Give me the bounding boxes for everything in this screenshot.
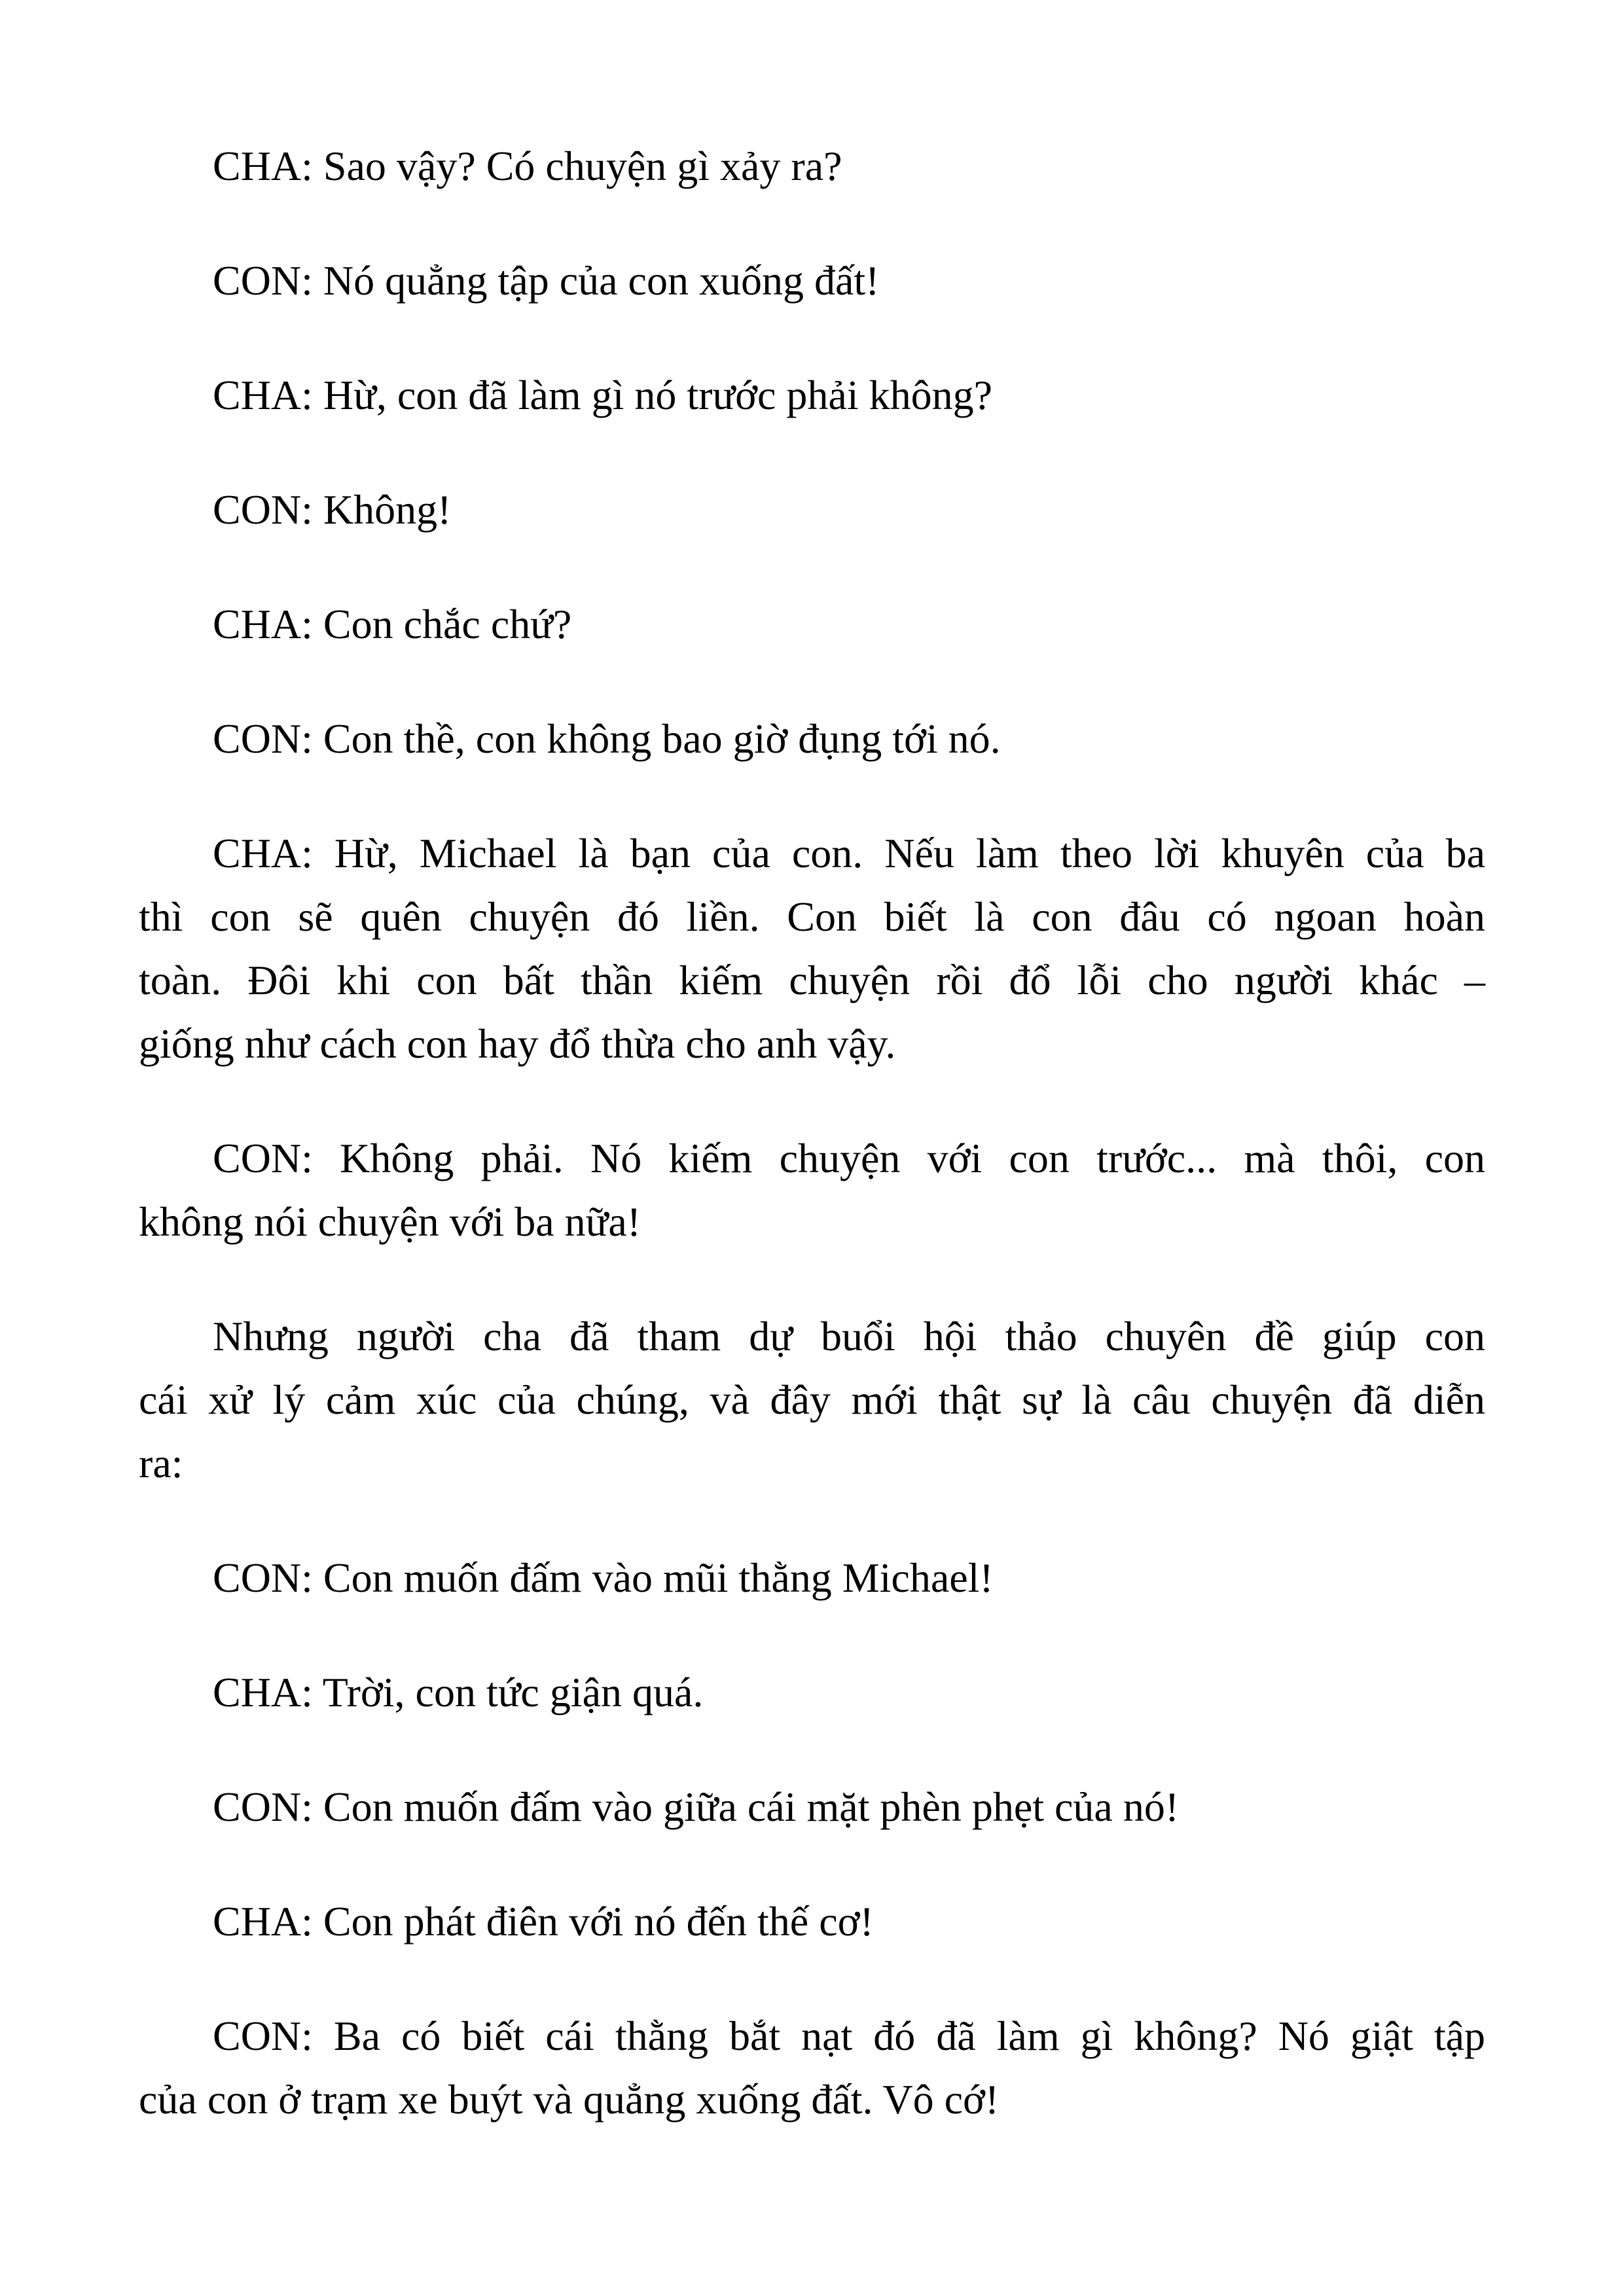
dialogue-line: CON: Con muốn đấm vào giữa cái mặt phèn phẹt của nó! — [213, 1784, 1180, 1830]
dialogue-paragraph-con — [139, 478, 1485, 541]
dialogue-line: thì con sẽ quên chuyện đó liền. Con biết là con đâu có ngoan hoàn — [139, 893, 1485, 940]
dialogue-line: CHA: Hừ, con đã làm gì nó trước phải không? — [213, 372, 992, 418]
narration-line: cái xử lý cảm xúc của chúng, và đây mới thật sự là câu chuyện đã diễn — [139, 1376, 1485, 1423]
dialogue-line: CON: Nó quẳng tập của con xuống đất! — [213, 257, 880, 304]
dialogue-line: CON: Ba có biết cái thằng bắt nạt đó đã làm gì không? Nó giật tập — [213, 2013, 1485, 2059]
dialogue-line: không nói chuyện với ba nữa! — [139, 1198, 641, 1245]
dialogue-paragraph-cha — [139, 1660, 1485, 1724]
narration-line: ra: — [139, 1440, 183, 1486]
dialogue-line: CHA: Con phát điên với nó đến thế cơ! — [213, 1898, 874, 1945]
dialogue-line: CON: Con muốn đấm vào mũi thằng Michael! — [213, 1554, 994, 1601]
dialogue-paragraph-con — [139, 2004, 1485, 2131]
dialogue-line: giống như cách con hay đổ thừa cho anh vậy. — [139, 1020, 896, 1067]
narration-paragraph — [139, 1304, 1485, 1495]
dialogue-line: CON: Không phải. Nó kiếm chuyện với con trước... mà thôi, con — [213, 1135, 1485, 1181]
dialogue-line: CHA: Hừ, Michael là bạn của con. Nếu làm theo lời khuyên của ba — [213, 830, 1485, 876]
narration-line: Nhưng người cha đã tham dự buổi hội thảo chuyên đề giúp con — [213, 1313, 1485, 1359]
dialogue-paragraph-cha — [139, 1890, 1485, 1953]
dialogue-line: CHA: Trời, con tức giận quá. — [213, 1669, 704, 1715]
dialogue-line: CHA: Sao vậy? Có chuyện gì xảy ra? — [213, 143, 842, 189]
dialogue-paragraph-cha — [139, 134, 1485, 198]
dialogue-line: toàn. Đôi khi con bất thần kiếm chuyện rồi đổ lỗi cho người khác – — [139, 957, 1485, 1003]
dialogue-paragraph-con — [139, 1775, 1485, 1839]
dialogue-paragraph-con — [139, 249, 1485, 312]
dialogue-paragraph-con — [139, 1546, 1485, 1609]
dialogue-paragraph-cha — [139, 821, 1485, 1075]
dialogue-line: của con ở trạm xe buýt và quẳng xuống đất. Vô cớ! — [139, 2076, 1000, 2123]
dialogue-line: CON: Không! — [213, 486, 452, 533]
dialogue-paragraph-con — [139, 1126, 1485, 1253]
dialogue-paragraph-cha — [139, 592, 1485, 656]
dialogue-line: CON: Con thề, con không bao giờ đụng tới nó. — [213, 715, 1001, 762]
dialogue-paragraph-con — [139, 707, 1485, 770]
dialogue-paragraph-cha — [139, 363, 1485, 427]
dialogue-line: CHA: Con chắc chứ? — [213, 601, 572, 647]
page-text-block — [139, 134, 1485, 2131]
